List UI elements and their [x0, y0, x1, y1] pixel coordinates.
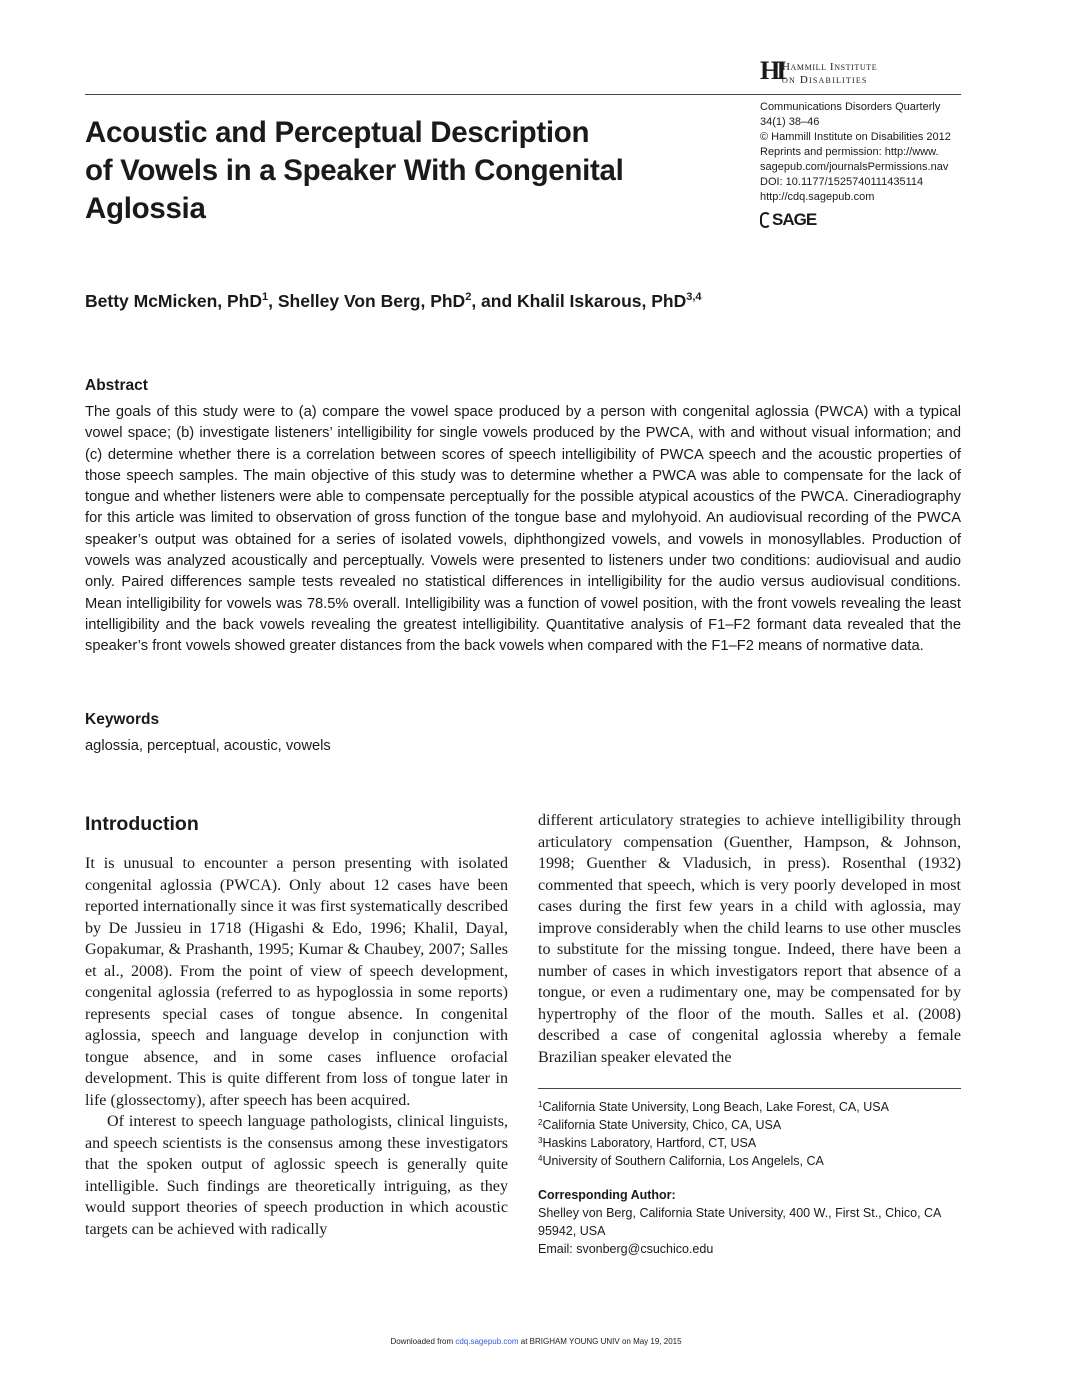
author-1-affiliation: 1 — [261, 291, 269, 303]
download-footer — [0, 1336, 1072, 1348]
affiliation-text: California State University, Long Beach, Lake Forest, CA, USA — [542, 1100, 889, 1114]
footer-prefix: Downloaded from — [390, 1337, 456, 1346]
body-column-left — [85, 853, 508, 1240]
footnote-divider — [538, 1088, 961, 1089]
affiliation-number: 3 — [538, 1136, 543, 1145]
affiliation-item — [538, 1152, 889, 1170]
journal-reprints: Reprints and permission: http://www. — [760, 146, 939, 158]
affiliation-text: California State University, Chico, CA, USA — [542, 1118, 782, 1132]
corresponding-author-email[interactable]: Email: svonberg@csuchico.edu — [538, 1242, 714, 1256]
corresponding-author-heading: Corresponding Author: — [538, 1188, 676, 1202]
abstract-body — [85, 402, 961, 658]
affiliations — [538, 1098, 889, 1170]
affiliation-text: University of Southern California, Los Angelels, CA — [542, 1154, 824, 1168]
abstract-text: The goals of this study were to (a) compare the vowel space produced by a person with congenital aglossia (PWCA) with a typical vowel space; (b) investigate listeners’ intelligibility for single vowels produced by the PWCA, with and without visual information; and (c) determine whether there is a correlation between scores of speech intelligibility of PWCA speech and the acoustic properties of those speech samples. The main objective of this study was to determine whether a PWCA was able to compensate for the lack of tongue and whether listeners were able to compensate perceptually for the possible atypical acoustics of the PWCA. Cineradiography for this article was limited to observation of gross function of the tongue base and mylohyoid. An audiovisual recording of the PWCA speaker’s output was obtained for a series of isolated vowels, diphthongized vowels, and vowels in monosyllables. Production of vowels was analyzed acoustically and perceptually. Vowels were presented to listeners under two conditions: audiovisual and audio only. Paired differences sample tests revealed no statistical differences in intelligibility for the audio versus audiovisual conditions. Mean intelligibility for vowels was 78.5% overall. Intelligibility was a function of vowel position, with the front vowels revealing the least intelligibility and the back vowels revealing the greatest intelligibility. Quantitative analysis of F1–F2 formant data revealed that the speaker’s front vowels showed greater distances from the back vowels when compared with the F1–F2 means of normative data. — [85, 404, 961, 655]
author-2-affiliation: 2 — [465, 291, 472, 303]
sage-logo-text: SAGE — [772, 210, 817, 229]
introduction-heading: Introduction — [85, 813, 199, 835]
intro-paragraph-continued: different articulatory strategies to achieve intelligibility through articulatory compensation (Guenther, Hampson, & Johnson, 1998; Guenther & Vladusich, in press). Rosenthal (1932) commented that speech, which is very poorly developed in most cases during the first few years in a child with aglossia, may improve considerably when the child learns to use other muscles to substitute for the missing tongue. Indeed, there have been a number of cases in which investigators report that absence of a tongue, or even a rudimentary one, may be compensated for by hypertrophy of the floor of the mouth. Salles et al. (2008) described a case of congenital aglossia whereby a female Brazilian speaker elevated the — [538, 812, 961, 1066]
sage-icon — [760, 212, 771, 228]
title-line-2: of Vowels in a Speaker With Congenital — [85, 154, 624, 187]
body-column-right — [538, 810, 961, 1068]
publisher-logo — [760, 58, 910, 90]
keywords-list: aglossia, perceptual, acoustic, vowels — [85, 738, 331, 754]
author-separator: , — [268, 291, 278, 311]
author-2: Shelley Von Berg, PhD — [277, 291, 466, 311]
corresponding-author — [538, 1186, 961, 1258]
abstract-heading: Abstract — [85, 377, 148, 394]
header-divider — [85, 94, 961, 95]
sage-logo — [760, 209, 816, 231]
affiliation-item — [538, 1134, 889, 1152]
journal-name: Communications Disorders Quarterly — [760, 101, 941, 113]
affiliation-number: 2 — [538, 1118, 543, 1127]
intro-paragraph-2: Of interest to speech language pathologists, clinical linguists, and speech scientists is the consensus among these investigators that the spoken output of aglossic speech is generally quite intelligible. Such findings are theoretically intriguing, as they would support theories of speech production in which acoustic targets can be achieved with radically — [85, 1113, 508, 1238]
corresponding-author-address: Shelley von Berg, California State University, 400 W., First St., Chico, CA 95942, USA — [538, 1206, 941, 1238]
footer-link[interactable]: cdq.sagepub.com — [455, 1337, 519, 1346]
title-line-3: Aglossia — [85, 192, 206, 225]
affiliation-number: 1 — [538, 1100, 543, 1109]
journal-permissions-link[interactable]: sagepub.com/journalsPermissions.nav — [760, 161, 949, 173]
affiliation-number: 4 — [538, 1154, 543, 1163]
author-separator: , and — [471, 291, 518, 311]
author-3: Khalil Iskarous, PhD — [517, 291, 687, 311]
publisher-name-line2: on Disabilities — [782, 74, 868, 86]
journal-doi: DOI: 10.1177/1525740111435114 — [760, 176, 924, 188]
intro-paragraph-1: It is unusual to encounter a person presenting with isolated congenital aglossia (PWCA). Only about 12 cases have been reported internationally since it was first systematically described by De Jussieu in 1718 (Higashi & Edo, 1996; Khalil, Dayal, Gopakumar, & Prashanth, 1995; Kumar & Chaubey, 2007; Salles et al., 2008). From the point of view of speech development, congenital aglossia (referred to as hypoglossia in some reports) represents special cases of tongue absence. In congenital aglossia, speech and language develop in conjunction with tongue absence, and in some cases influence orofacial development. This is quite different from loss of tongue later in life (glossectomy), after speech has been acquired. — [85, 855, 508, 1109]
keywords-heading: Keywords — [85, 711, 160, 728]
author-list — [85, 289, 702, 313]
journal-url[interactable]: http://cdq.sagepub.com — [760, 191, 875, 203]
article-title — [85, 114, 705, 228]
publisher-logo-mark: HI — [760, 56, 783, 85]
affiliation-text: Haskins Laboratory, Hartford, CT, USA — [542, 1136, 757, 1150]
journal-info — [760, 100, 975, 205]
affiliation-item — [538, 1098, 889, 1116]
publisher-name-line1: Hammill Institute — [782, 61, 878, 73]
author-1: Betty McMicken, PhD — [85, 291, 262, 311]
title-line-1: Acoustic and Perceptual Description — [85, 116, 590, 149]
journal-copyright: © Hammill Institute on Disabilities 2012 — [760, 131, 951, 143]
affiliation-item — [538, 1116, 889, 1134]
footer-suffix: at BRIGHAM YOUNG UNIV on May 19, 2015 — [518, 1337, 682, 1346]
journal-volume: 34(1) 38–46 — [760, 116, 820, 128]
author-3-affiliation: 3,4 — [686, 291, 702, 303]
